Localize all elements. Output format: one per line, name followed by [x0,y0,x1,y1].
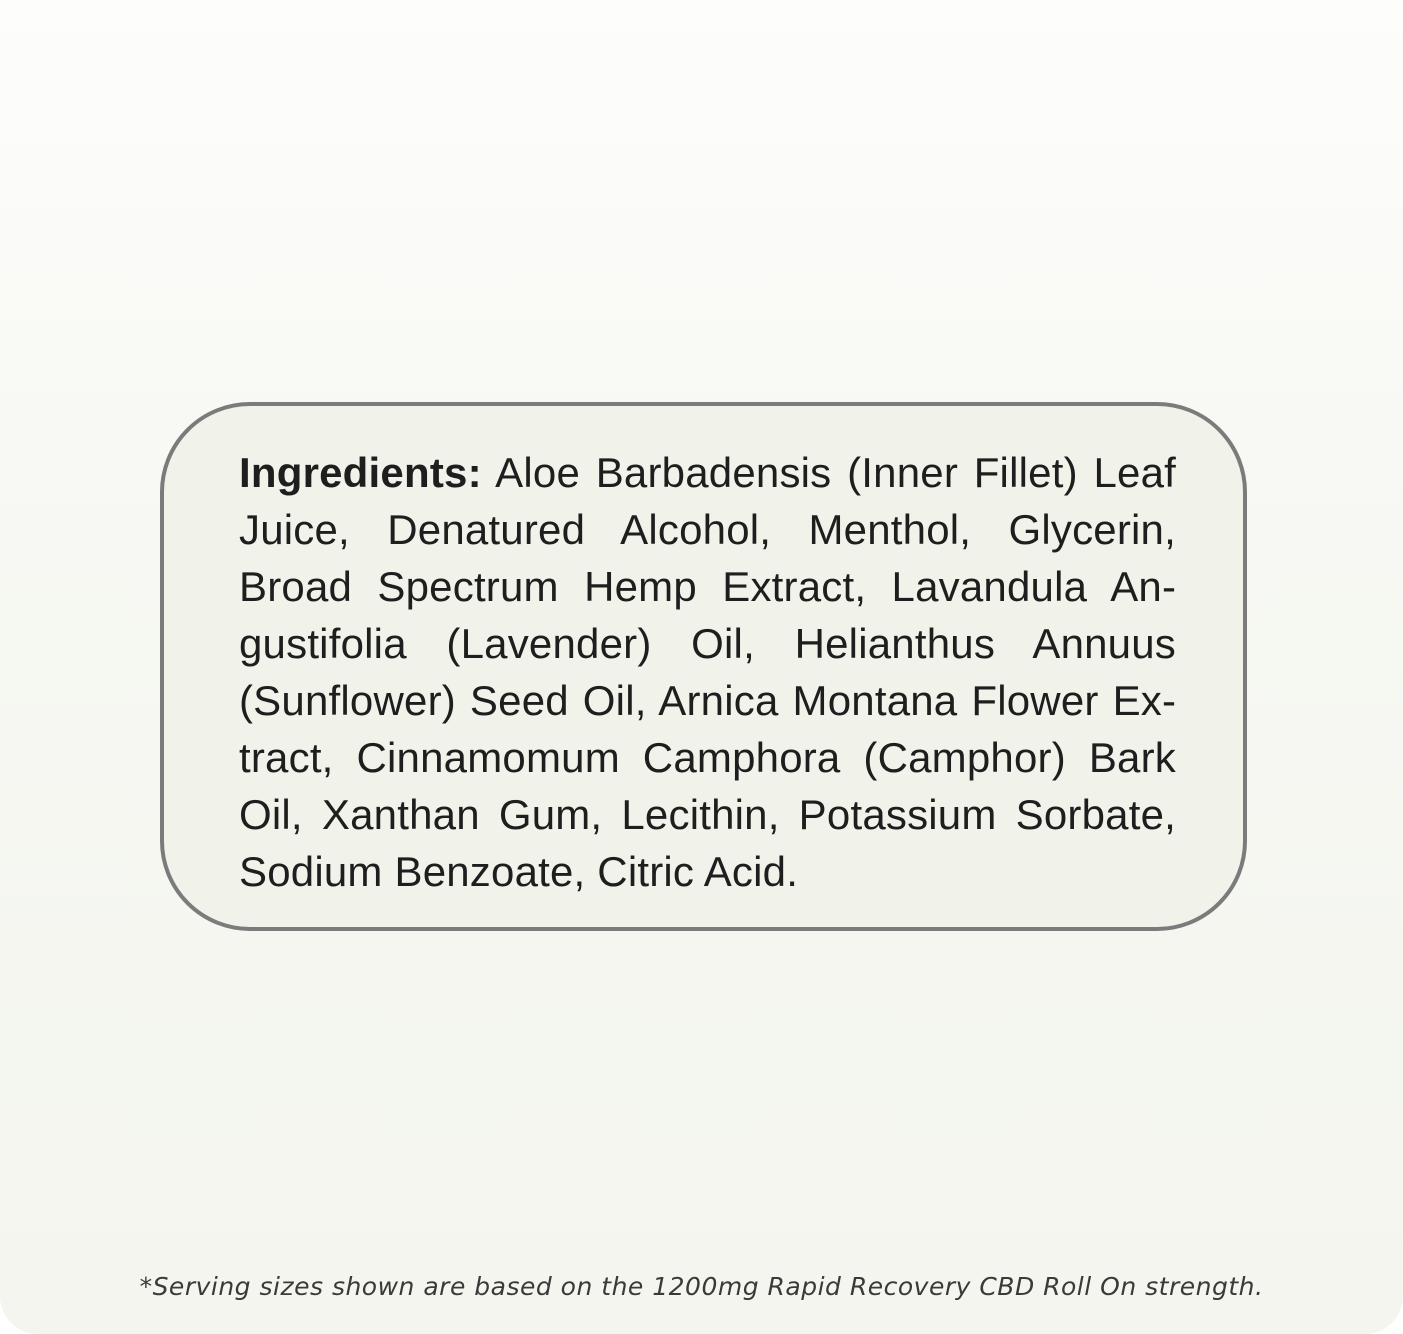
ingredients-label: Ingredients: [239,449,482,496]
ingredients-panel [160,402,1247,931]
ingredients-paragraph [239,444,1176,900]
serving-size-footnote: *Serving sizes shown are based on the 1200mg Rapid Recovery CBD Roll On strength. [139,1272,1264,1301]
ingredients-list: Aloe Barbadensis (Inner Fillet) Leaf Juice, Denatured Alcohol, Menthol, Glycerin, Broad Spectrum Hemp Extract, Lavandula Angustifolia (Lavender) Oil, Helianthus Annuus (Sunflower) Seed Oil, Arnica Montana Flower Extract, Cinnamomum Camphora (Camphor) Bark Oil, Xanthan Gum, Lecithin, Potassium Sorbate, Sodium Benzoate, Citric Acid. [239,449,1176,895]
